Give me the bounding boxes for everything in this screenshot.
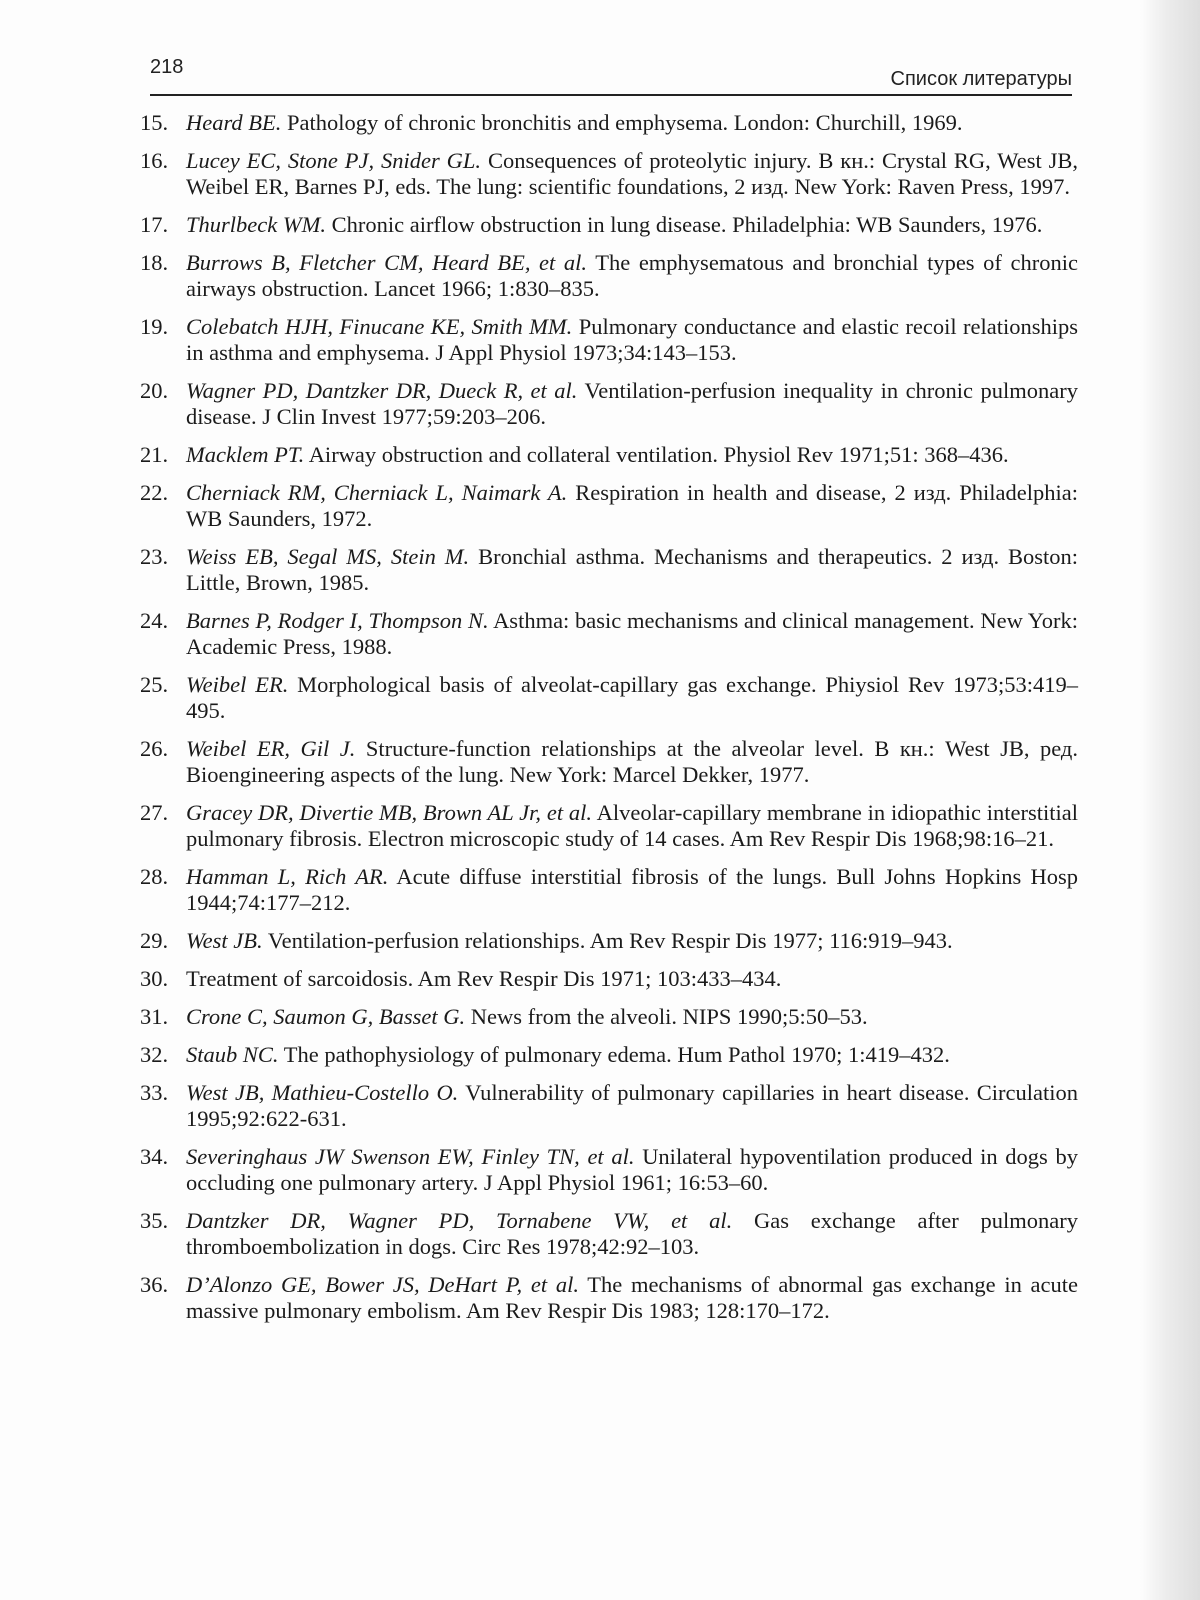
reference-authors: Wagner PD, Dantzker DR, Dueck R, et al. <box>186 378 578 403</box>
reference-text: Gas exchange after pulmonary thromboembolization in dogs. Circ Res 1978;42:92–103. <box>186 1208 1078 1259</box>
reference-body <box>186 148 1078 200</box>
reference-item <box>140 442 1078 468</box>
reference-text: Ventilation-perfusion relationships. Am Rev Respir Dis 1977; 116:919–943. <box>267 928 953 953</box>
reference-item <box>140 110 1078 136</box>
reference-text: Asthma: basic mechanisms and clinical management. New York: Academic Press, 1988. <box>186 608 1078 659</box>
reference-item <box>140 800 1078 852</box>
reference-item <box>140 928 1078 954</box>
reference-authors: D’Alonzo GE, Bower JS, DeHart P, et al. <box>186 1272 579 1297</box>
reference-body <box>186 1004 1078 1030</box>
reference-text: The mechanisms of abnormal gas exchange in acute massive pulmonary embolism. Am Rev Respir Dis 1983; 128:170–172. <box>186 1272 1078 1323</box>
reference-authors: Hamman L, Rich AR. <box>186 864 389 889</box>
reference-authors: Barnes P, Rodger I, Thompson N. <box>186 608 489 633</box>
reference-text: Unilateral hypoventilation produced in dogs by occluding one pulmonary artery. J Appl Physiol 1961; 16:53–60. <box>186 1144 1078 1195</box>
reference-text: The pathophysiology of pulmonary edema. Hum Pathol 1970; 1:419–432. <box>283 1042 950 1067</box>
reference-body <box>186 442 1078 468</box>
reference-number: 26. <box>140 736 169 761</box>
reference-number: 34. <box>140 1144 169 1169</box>
page-edge-shadow <box>1140 0 1200 1600</box>
reference-body <box>186 928 1078 954</box>
reference-body <box>186 378 1078 430</box>
reference-body <box>186 608 1078 660</box>
reference-body <box>186 1080 1078 1132</box>
reference-authors: Thurlbeck WM. <box>186 212 326 237</box>
reference-text: Chronic airflow obstruction in lung disease. Philadelphia: WB Saunders, 1976. <box>331 212 1043 237</box>
reference-text: Pulmonary conductance and elastic recoil relationships in asthma and emphysema. J Appl Physiol 1973;34:143–153. <box>186 314 1078 365</box>
reference-number: 27. <box>140 800 169 825</box>
reference-number: 20. <box>140 378 169 403</box>
reference-authors: Staub NC. <box>186 1042 279 1067</box>
page-number: 218 <box>150 56 184 78</box>
reference-body <box>186 544 1078 596</box>
reference-body <box>186 480 1078 532</box>
reference-item <box>140 736 1078 788</box>
reference-body <box>186 212 1078 238</box>
reference-authors: Gracey DR, Divertie MB, Brown AL Jr, et al. <box>186 800 593 825</box>
reference-authors: West JB. <box>186 928 263 953</box>
reference-body <box>186 1042 1078 1068</box>
reference-text: Vulnerability of pulmonary capillaries in heart disease. Circulation 1995;92:622-631. <box>186 1080 1078 1131</box>
reference-number: 30. <box>140 966 169 991</box>
reference-item <box>140 672 1078 724</box>
reference-body <box>186 1208 1078 1260</box>
reference-item <box>140 608 1078 660</box>
reference-text: Structure-function relationships at the alveolar level. В кн.: West JB, ред. Bioengineering aspects of the lung. New York: Marcel Dekker, 1977. <box>186 736 1078 787</box>
reference-authors: Weibel ER. <box>186 672 289 697</box>
reference-number: 31. <box>140 1004 169 1029</box>
reference-list <box>140 110 1078 1336</box>
reference-body <box>186 672 1078 724</box>
reference-text: Alveolar-capillary membrane in idiopathic interstitial pulmonary fibrosis. Electron microscopic study of 14 cases. Am Rev Respir Dis 1968;98:16–21. <box>186 800 1078 851</box>
reference-text: Acute diffuse interstitial fibrosis of the lungs. Bull Johns Hopkins Hosp 1944;74:177–212. <box>186 864 1078 915</box>
reference-text: Airway obstruction and collateral ventilation. Physiol Rev 1971;51: 368–436. <box>308 442 1009 467</box>
reference-authors: Cherniack RM, Cherniack L, Naimark A. <box>186 480 568 505</box>
running-head: Список литературы <box>890 68 1072 90</box>
reference-body <box>186 864 1078 916</box>
reference-authors: West JB, Mathieu-Costello O. <box>186 1080 459 1105</box>
reference-number: 21. <box>140 442 169 467</box>
reference-body <box>186 1144 1078 1196</box>
reference-number: 17. <box>140 212 169 237</box>
reference-body <box>186 966 1078 992</box>
reference-number: 36. <box>140 1272 169 1297</box>
reference-text: Consequences of proteolytic injury. В кн.: Crystal RG, West JB, Weibel ER, Barnes PJ, eds. The lung: scientific foundations, 2 изд. New York: Raven Press, 1997. <box>186 148 1079 199</box>
reference-body <box>186 250 1078 302</box>
reference-number: 29. <box>140 928 169 953</box>
reference-number: 16. <box>140 148 169 173</box>
reference-item <box>140 1080 1078 1132</box>
reference-item <box>140 148 1078 200</box>
reference-number: 33. <box>140 1080 169 1105</box>
reference-authors: Severinghaus JW Swenson EW, Finley TN, et al. <box>186 1144 635 1169</box>
reference-number: 18. <box>140 250 169 275</box>
reference-number: 28. <box>140 864 169 889</box>
reference-item <box>140 1272 1078 1324</box>
reference-item <box>140 1144 1078 1196</box>
reference-item <box>140 378 1078 430</box>
reference-text: The emphysematous and bronchial types of chronic airways obstruction. Lancet 1966; 1:830–835. <box>186 250 1078 301</box>
reference-text: Ventilation-perfusion inequality in chronic pulmonary disease. J Clin Invest 1977;59:203–206. <box>186 378 1078 429</box>
reference-text: News from the alveoli. NIPS 1990;5:50–53. <box>470 1004 868 1029</box>
reference-authors: Burrows B, Fletcher CM, Heard BE, et al. <box>186 250 588 275</box>
reference-number: 25. <box>140 672 169 697</box>
reference-authors: Lucey EC, Stone PJ, Snider GL. <box>186 148 482 173</box>
reference-authors: Macklem PT. <box>186 442 305 467</box>
reference-authors: Dantzker DR, Wagner PD, Tornabene VW, et al. <box>186 1208 733 1233</box>
reference-body <box>186 736 1078 788</box>
reference-text: Treatment of sarcoidosis. Am Rev Respir Dis 1971; 103:433–434. <box>186 966 782 991</box>
reference-number: 23. <box>140 544 169 569</box>
reference-item <box>140 966 1078 992</box>
reference-authors: Colebatch HJH, Finucane KE, Smith MM. <box>186 314 573 339</box>
reference-number: 32. <box>140 1042 169 1067</box>
reference-item <box>140 864 1078 916</box>
reference-number: 19. <box>140 314 169 339</box>
page-header <box>150 54 1072 96</box>
reference-item <box>140 314 1078 366</box>
reference-item <box>140 544 1078 596</box>
reference-number: 35. <box>140 1208 169 1233</box>
reference-item <box>140 250 1078 302</box>
reference-item <box>140 480 1078 532</box>
reference-body <box>186 110 1078 136</box>
reference-authors: Heard BE. <box>186 110 282 135</box>
reference-text: Respiration in health and disease, 2 изд. Philadelphia: WB Saunders, 1972. <box>186 480 1079 531</box>
reference-authors: Weibel ER, Gil J. <box>186 736 356 761</box>
reference-item <box>140 212 1078 238</box>
reference-item <box>140 1004 1078 1030</box>
reference-text: Morphological basis of alveolat-capillary gas exchange. Phiysiol Rev 1973;53:419–495. <box>186 672 1079 723</box>
reference-authors: Weiss EB, Segal MS, Stein M. <box>186 544 470 569</box>
reference-text: Pathology of chronic bronchitis and emphysema. London: Churchill, 1969. <box>287 110 963 135</box>
reference-number: 15. <box>140 110 169 135</box>
reference-authors: Crone C, Saumon G, Basset G. <box>186 1004 466 1029</box>
reference-number: 24. <box>140 608 169 633</box>
reference-body <box>186 314 1078 366</box>
reference-body <box>186 800 1078 852</box>
reference-item <box>140 1042 1078 1068</box>
reference-number: 22. <box>140 480 169 505</box>
reference-text: Bronchial asthma. Mechanisms and therapeutics. 2 изд. Boston: Little, Brown, 1985. <box>186 544 1079 595</box>
reference-body <box>186 1272 1078 1324</box>
reference-item <box>140 1208 1078 1260</box>
